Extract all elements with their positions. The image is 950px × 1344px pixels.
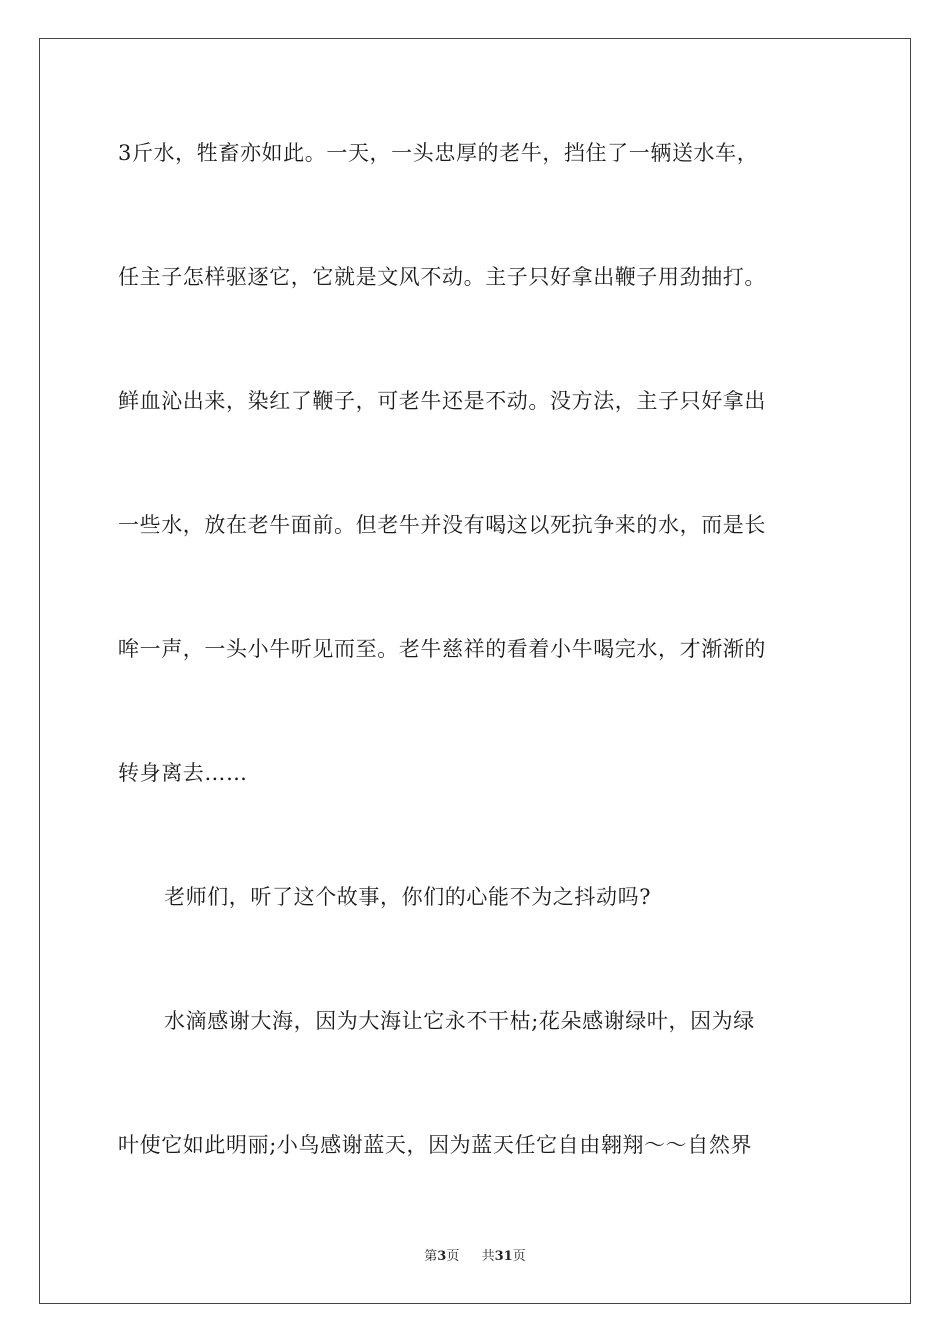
text-line-1: 3斤水，牲畜亦如此。一天，一头忠厚的老牛，挡住了一辆送水车， xyxy=(118,141,759,165)
text-line-4: 一些水，放在老牛面前。但老牛并没有喝这以死抗争来的水，而是长 xyxy=(118,513,766,537)
text-line-6: 转身离去…… xyxy=(118,761,248,785)
page-prefix: 第 xyxy=(424,1249,438,1264)
text-line-2: 任主子怎样驱逐它，它就是文风不动。主子只好拿出鞭子用劲抽打。 xyxy=(118,265,766,289)
text-line-7: 老师们，听了这个故事，你们的心能不为之抖动吗? xyxy=(164,885,652,909)
page-suffix: 页 xyxy=(446,1249,460,1264)
text-line-9: 叶使它如此明丽;小鸟感谢蓝天，因为蓝天任它自由翱翔～～自然界 xyxy=(118,1133,753,1157)
total-prefix: 共 xyxy=(481,1249,495,1264)
page-number: 3 xyxy=(437,1249,447,1264)
page-footer xyxy=(0,1248,950,1266)
text-line-8: 水滴感谢大海，因为大海让它永不干枯;花朵感谢绿叶，因为绿 xyxy=(164,1009,755,1033)
total-pages: 31 xyxy=(494,1249,513,1264)
text-line-3: 鲜血沁出来，染红了鞭子，可老牛还是不动。没方法，主子只好拿出 xyxy=(118,389,766,413)
text-line-5: 哞一声，一头小牛听见而至。老牛慈祥的看着小牛喝完水，才渐渐的 xyxy=(118,637,766,661)
total-suffix: 页 xyxy=(512,1249,526,1264)
page-border xyxy=(39,38,911,1304)
